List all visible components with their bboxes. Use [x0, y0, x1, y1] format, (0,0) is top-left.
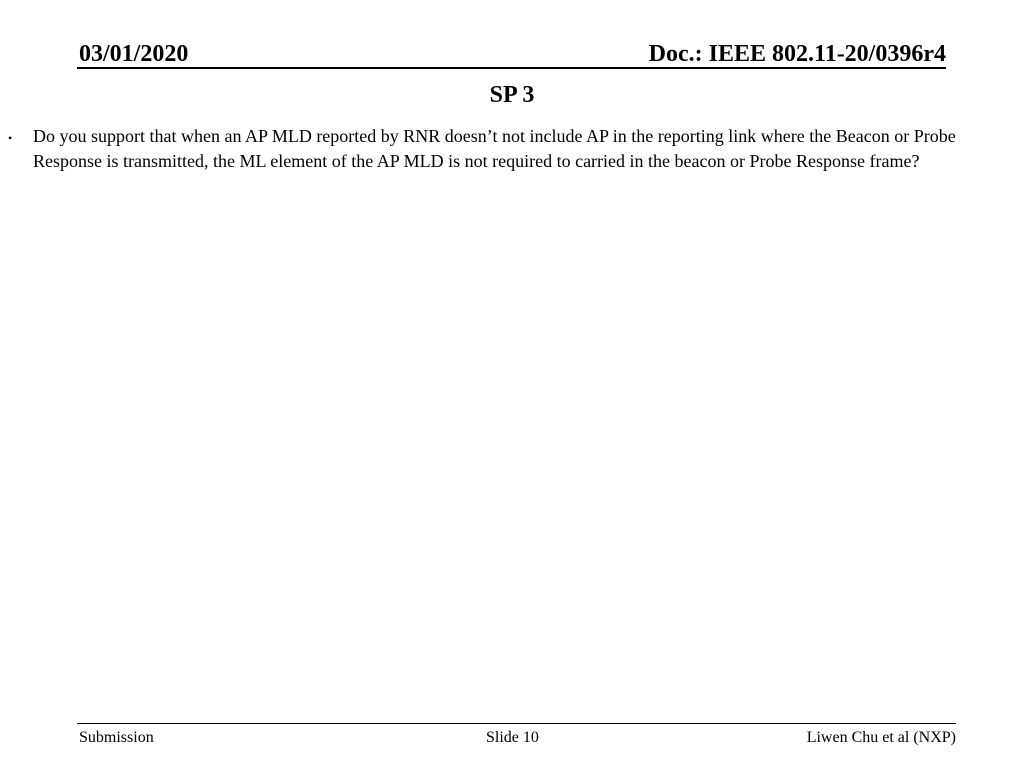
bullet-marker: • [8, 131, 13, 145]
footer-authors: Liwen Chu et al (NXP) [806, 729, 956, 746]
footer-slide-number: Slide 10 [486, 729, 539, 746]
header-divider [77, 67, 946, 69]
bullet-text: Do you support that when an AP MLD reported by RNR doesn’t not include AP in the reporting link where the Beacon or Probe Response is transmitted, the ML element of the AP MLD is not required to carried in the beacon or Probe Response frame? [33, 126, 956, 171]
footer-submission: Submission [79, 729, 154, 746]
header-document-id: Doc.: IEEE 802.11-20/0396r4 [648, 41, 946, 67]
slide-title: SP 3 [489, 82, 535, 108]
footer-divider [77, 723, 956, 724]
header-date: 03/01/2020 [79, 41, 189, 67]
